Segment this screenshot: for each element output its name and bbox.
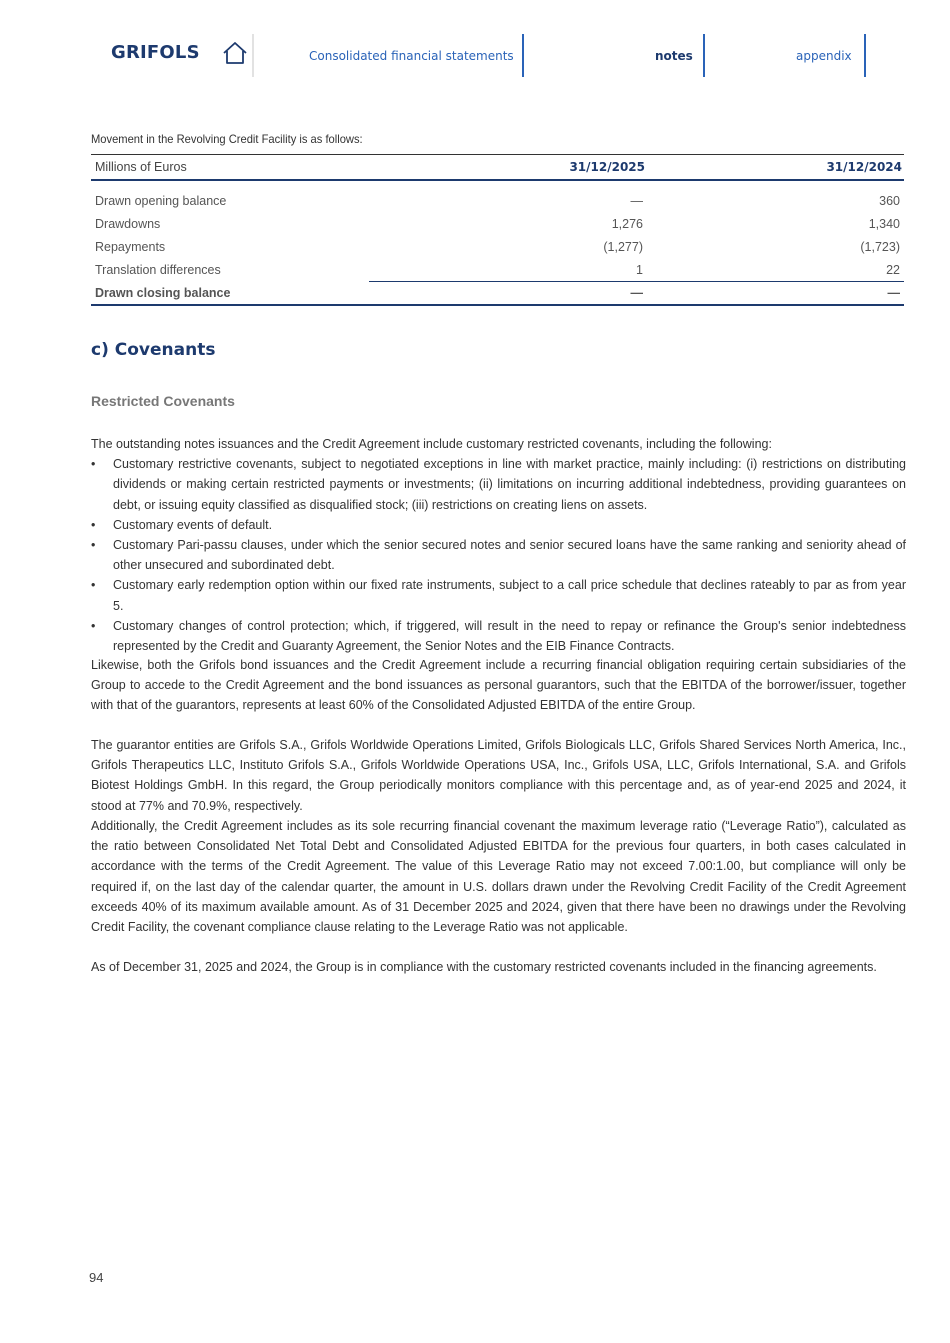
page-number: 94 <box>89 1270 104 1285</box>
paragraph: The guarantor entities are Grifols S.A., Grifols Worldwide Operations Limited, Grifols Biologicals LLC, Grifols Shared Services North America, Inc., Grifols Therapeutics LLC, Instituto Grifols S.A., Grifols Worldwide Operations USA, Inc., Grifols USA, LLC, Grifols International, S.A. and Grifols Biotest Holdings GmbH. In this regard, the Group periodically monitors compliance with this percentage and, as of year-end 2025 and 2024, it stood at 77% and 70.9%, respectively. <box>91 738 906 813</box>
table-row <box>91 236 904 259</box>
table-row <box>91 259 904 282</box>
total-value-2024: — <box>647 282 904 305</box>
subsection-title: Restricted Covenants <box>91 393 235 409</box>
value-2025: (1,277) <box>603 240 643 254</box>
header-divider <box>703 34 705 77</box>
row-label: Drawn opening balance <box>95 194 227 208</box>
total-value-2025: — <box>369 282 647 305</box>
table-header-row <box>91 155 904 180</box>
list-item-text: Customary events of default. <box>113 517 273 532</box>
bullet: • <box>91 618 96 633</box>
table-unit-label: Millions of Euros <box>91 155 369 180</box>
value-2024: 22 <box>886 262 900 277</box>
list-item <box>91 515 906 535</box>
total-label: Drawn closing balance <box>91 282 369 305</box>
paragraph: Likewise, both the Grifols bond issuances and the Credit Agreement include a recurring financial obligation requiring certain subsidiaries of the Group to accede to the Credit Agreement and the bond issuances as personal guarantors, such that the EBITDA of the borrower/issuer, together with that of the guarantors, represents at least 60% of the Consolidated Adjusted EBITDA of the entire Group. <box>91 658 906 713</box>
value-2025: 1,276 <box>611 217 643 231</box>
bullet: • <box>91 517 96 532</box>
list-item-text: Customary changes of control protection; which, if triggered, will result in the need to repay or refinance the Group's senior indebtedness represented by the Credit and Guaranty Agreement, the Senior Notes and the EIB Finance Contracts. <box>113 618 906 654</box>
list-item <box>91 575 906 615</box>
list-item-text: Customary restrictive covenants, subject to negotiated exceptions in line with market practice, mainly including: (i) restrictions on distributing dividends or making certain restricted payments or investments; (ii) limitations on incurring additional indebtedness, providing guarantees on debt, or issuing equity classified as disqualified stock; (iii) restrictions on creating liens on assets. <box>113 457 906 512</box>
list-item <box>91 616 906 656</box>
bullet: • <box>91 457 96 472</box>
bullet: • <box>91 578 96 593</box>
nav-notes[interactable]: notes <box>655 49 693 63</box>
list-item-text: Customary early redemption option within our fixed rate instruments, subject to a call price schedule that declines rateably to par as from year 5. <box>113 578 906 613</box>
header-divider <box>252 34 254 77</box>
value-2025: — <box>630 194 643 208</box>
covenants-list <box>91 454 906 656</box>
list-item-text: Customary Pari-passu clauses, under which the senior secured notes and senior secured loans have the same ranking and seniority ahead of other unsecured and subordinated debt. <box>113 538 906 573</box>
covenants-intro-block <box>91 434 906 656</box>
table-total-row <box>91 282 904 305</box>
nav-appendix[interactable]: appendix <box>796 49 852 63</box>
table-intro: Movement in the Revolving Credit Facility is as follows: <box>91 132 363 146</box>
table-row <box>91 213 904 236</box>
value-2024: 360 <box>879 194 900 208</box>
table-intro-block <box>91 132 906 146</box>
nav-consolidated-financial-statements[interactable]: Consolidated financial statements <box>309 49 514 63</box>
table-row <box>91 190 904 213</box>
header-divider <box>522 34 524 77</box>
bullet: • <box>91 538 96 553</box>
list-item <box>91 454 906 515</box>
header-divider <box>864 34 866 77</box>
row-label: Drawdowns <box>95 217 161 231</box>
value-2024: 1,340 <box>868 217 900 231</box>
column-header-2025: 31/12/2025 <box>369 155 647 180</box>
paragraph: The outstanding notes issuances and the Credit Agreement include customary restricted covenants, including the following: <box>91 437 772 451</box>
list-item <box>91 535 906 575</box>
row-label: Repayments <box>95 240 166 254</box>
column-header-2024: 31/12/2024 <box>647 155 904 180</box>
revolving-credit-facility-table <box>91 154 904 306</box>
section-title: c) Covenants <box>91 340 216 360</box>
paragraph: Additionally, the Credit Agreement includes as its sole recurring financial covenant the maximum leverage ratio (“Leverage Ratio”), calculated as the ratio between Consolidated Net Total Debt and Consolidated Adjusted EBITDA for the previous four quarters, in both cases calculated in accordance with the terms of the Credit Agreement. The value of this Leverage Ratio may not exceed 7.00:1.00, but compliance will only be required if, on the last day of the calendar quarter, the amount in U.S. dollars drawn under the Revolving Credit Facility of the Credit Agreement exceeds 40% of its maximum available amount. As of 31 December 2025 and 2024, given that there have been no drawings under the Revolving Credit Facility, the covenant compliance clause relating to the Leverage Ratio was not applicable. <box>91 819 906 935</box>
page-header <box>0 0 950 110</box>
value-2024: (1,723) <box>860 240 900 254</box>
home-icon[interactable] <box>222 41 248 65</box>
grifols-logo[interactable]: GRIFOLS <box>111 42 200 63</box>
row-label: Translation differences <box>95 263 221 277</box>
paragraph: As of December 31, 2025 and 2024, the Group is in compliance with the customary restricted covenants included in the financing agreements. <box>91 960 877 974</box>
value-2025: 1 <box>636 262 643 277</box>
